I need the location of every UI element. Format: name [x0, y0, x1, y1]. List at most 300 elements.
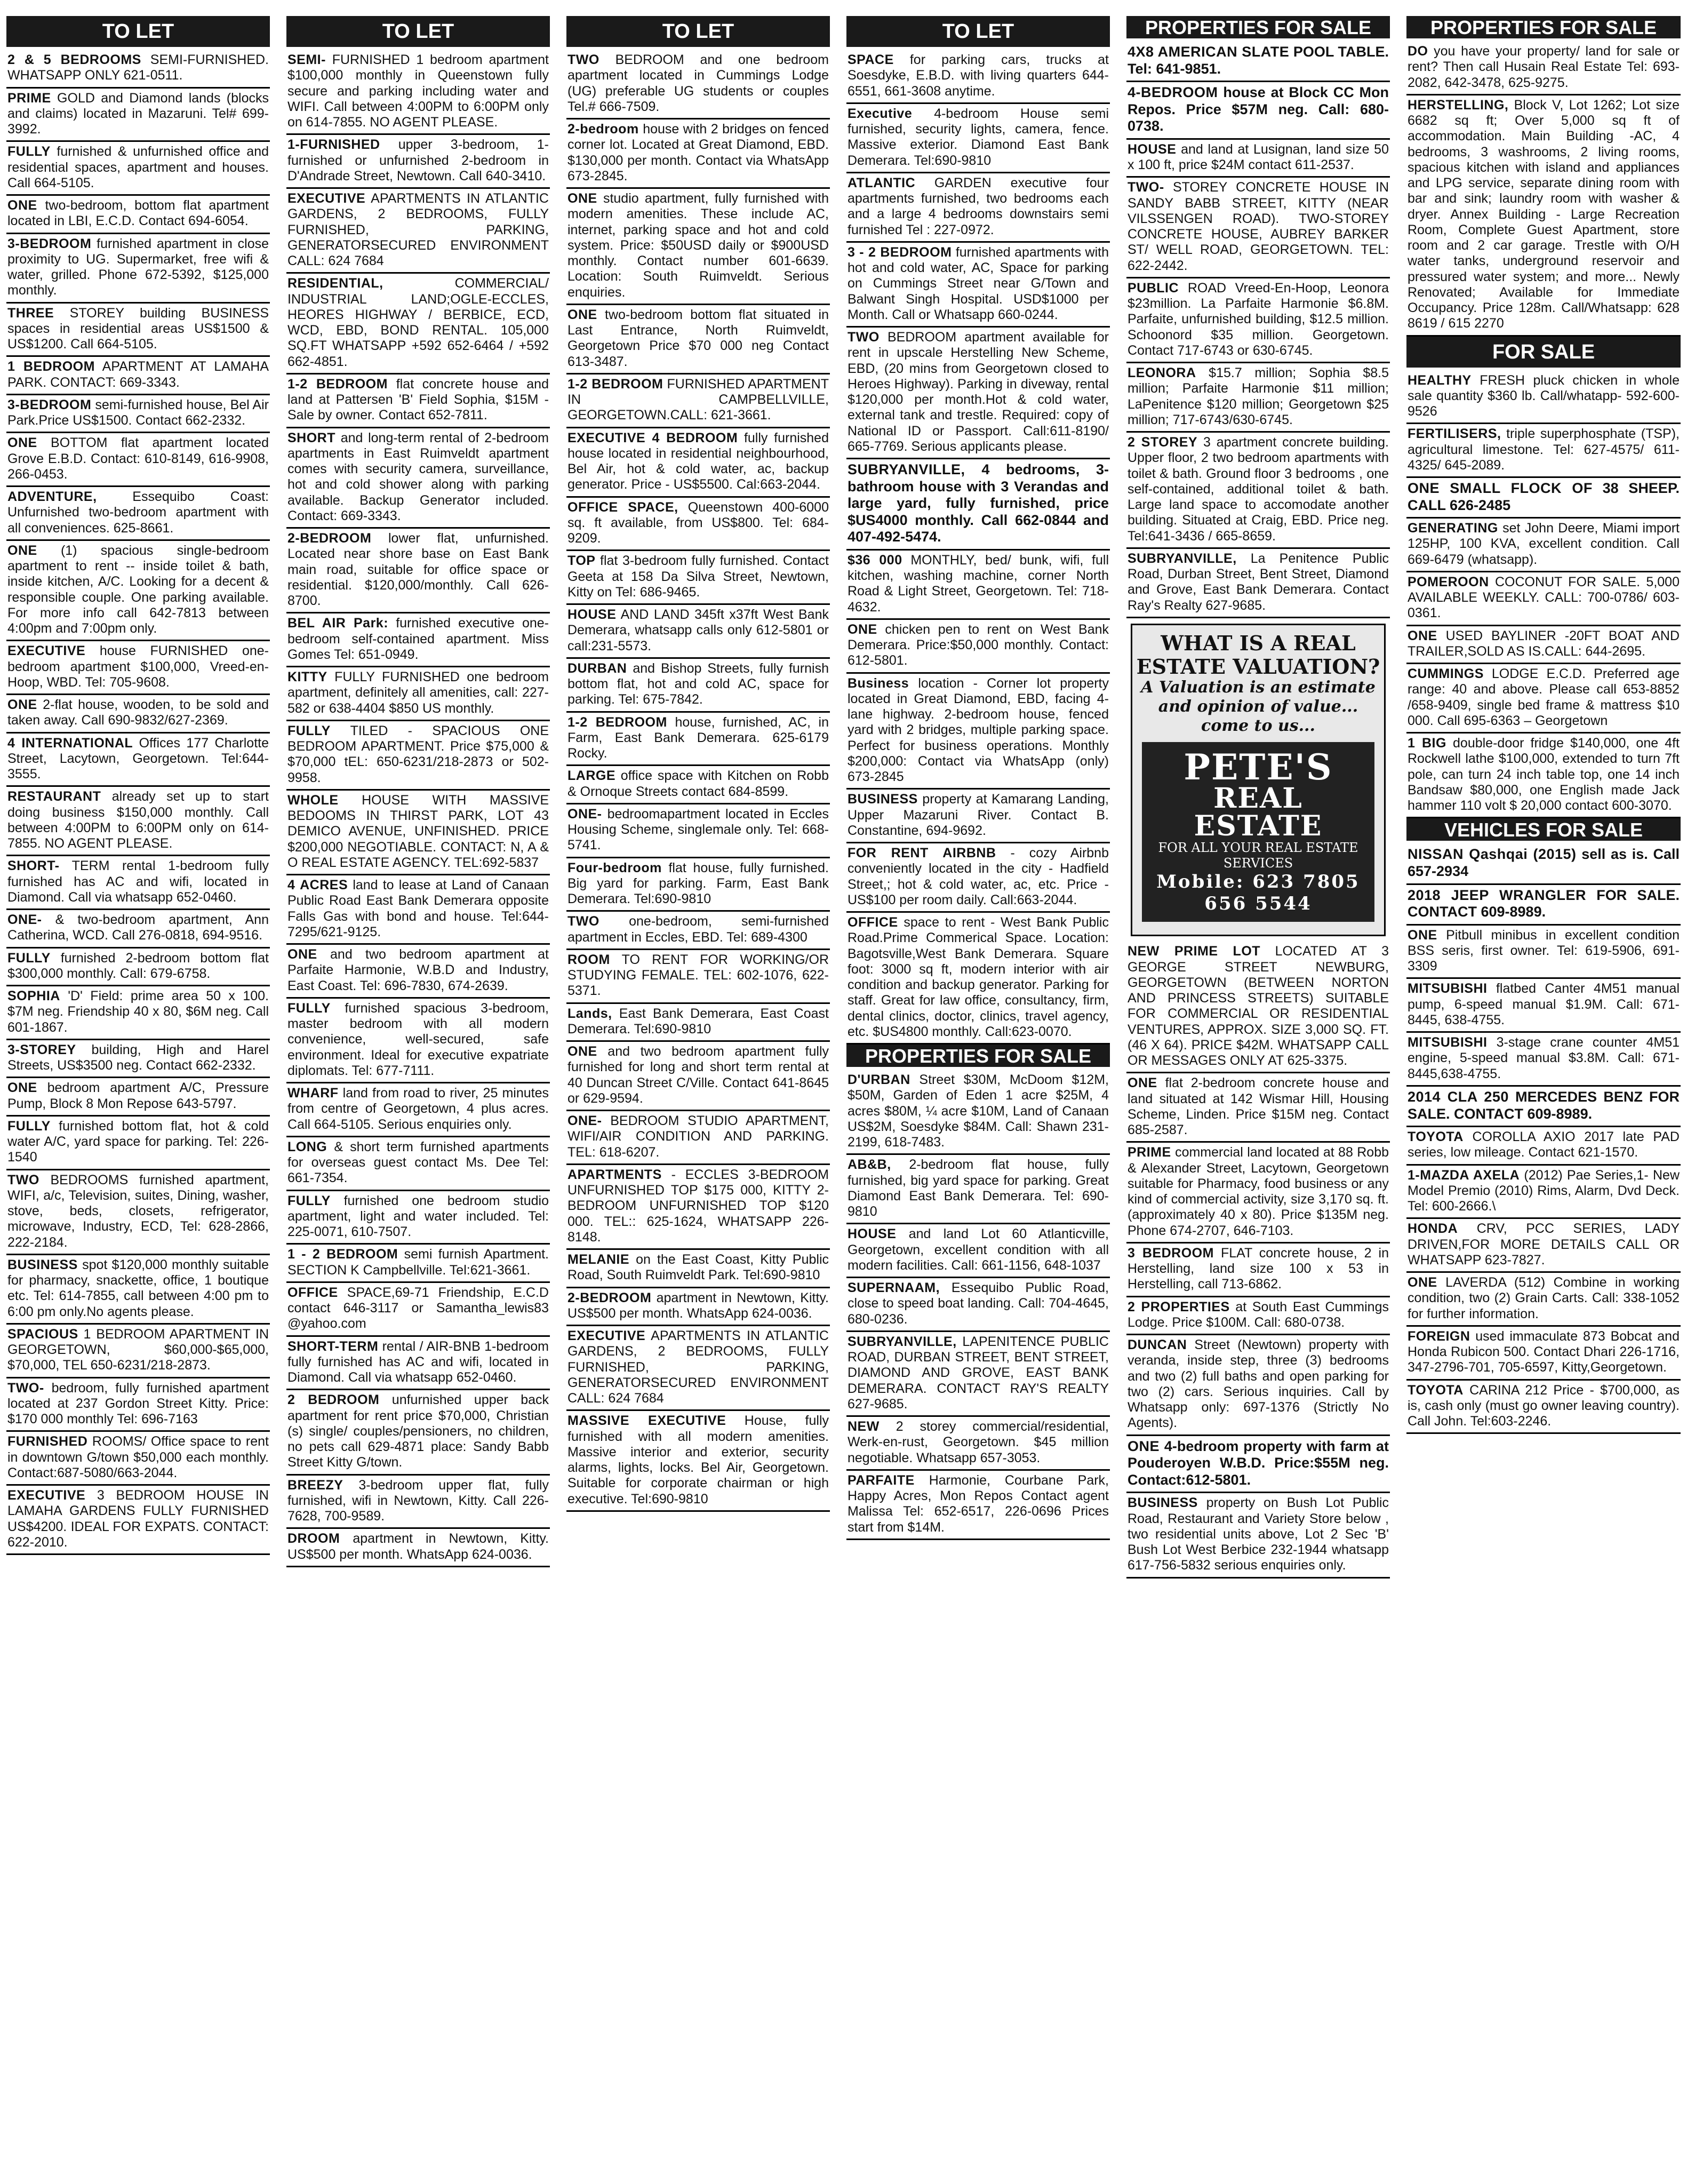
ad-text: HOUSE WITH MASSIVE BEDOOMS IN THIRST PARK, LOT 43 DEMICO AVENUE, UNFINISHED. PRICE $200,000 NEGOTIABLE. CONTACT: N, A & O REAL ESTATE AGENCY. TEL:692-5837 [287, 792, 549, 870]
ad-lead: ONE [287, 947, 317, 962]
classified-ad [566, 1042, 830, 1111]
ad-text: BEDROOM STUDIO APARTMENT, WIFI/AIR CONDITION AND PARKING. TEL: 618-6207. [567, 1113, 829, 1160]
ad-text: spot $120,000 monthly suitable for pharmacy, snackette, office, 1 boutique etc. Tel: 614-7855, call between 4:00 pm to 6:00 pm only.No agents please. [7, 1257, 269, 1319]
ad-lead: 1 BEDROOM [7, 359, 95, 374]
ad-lead: ONE- [567, 1113, 602, 1128]
classified-ad [846, 843, 1110, 913]
ad-text: CARINA 212 Price - $700,000, as is, cash only (must go owner leaving country). Call John. Tel:603-2246. [1408, 1382, 1680, 1429]
ad-text: BEDROOM apartment available for rent in upscale Herstelling New Scheme, EBD, (20 mins from Georgetown closed to Heroes Highway). Parking in diveway, rental $120,000 per month.Hot & cold water, external tank and trestle. Required: copy of National ID or Passport. Call:611-8190/ 665-7769. Serious applicants please. [848, 330, 1109, 454]
ad-text: LOCATED AT 3 GEORGE STREET NEWBURG, GEORGETOWN (BETWEEN NORTON AND PRINCESS STREETS) SUITABLE FOR COMMERCIAL OR RESIDENTIAL VENTURES, APPROX. SIZE 3,000 SQ. FT. (46 X 64). PRICE $42M. WHATSAPP CALL OR MESSAGES ONLY AT 625-3375. [1128, 944, 1389, 1069]
ad-lead: KITTY [287, 669, 327, 684]
ad-lead: SPACIOUS [7, 1326, 78, 1342]
ad-lead: POMEROON [1408, 574, 1489, 589]
ad-list [1126, 942, 1390, 1578]
ad-text: apartment in Newtown, Kitty. US$500 per month. WhatsApp 624-0036. [287, 1531, 549, 1562]
ad-text: upper 3-bedroom, 1-furnished or unfurnished 2-bedroom in D'Andrade Street, Newtown. Call 640-3410. [287, 137, 549, 184]
ad-text: COCONUT FOR SALE. 5,000 AVAILABLE WEEKLY. CALL: 700-0786/ 603-0361. [1408, 574, 1680, 621]
classified-ad [1126, 82, 1390, 140]
ad-lead: GENERATING [1408, 521, 1498, 536]
ad-lead: 2 STOREY [1128, 435, 1198, 450]
classified-ad [1126, 1335, 1390, 1436]
promo-question: WHAT IS A REAL ESTATE VALUATION? [1136, 631, 1380, 679]
petes-real-estate-logo [1142, 742, 1374, 922]
promo-subtext: A Valuation is an estimate and opinion of value... come to us... [1141, 678, 1376, 736]
ad-lead: DROOM [287, 1531, 340, 1547]
classified-ad [286, 1191, 550, 1245]
ad-lead: 2 & 5 BEDROOMS [7, 52, 141, 67]
section-header: TO LET [566, 16, 830, 47]
ad-text: POOL TABLE. Tel: 641-9851. [1128, 44, 1389, 77]
ad-text: STOREY CONCRETE HOUSE IN SANDY BABB STREET, KITTY (NEAR VILSSENGEN ROAD). TWO-STOREY CONCRETE HOUSE, AUBREY BARKER ST/ WELL ROAD, GEORGETOWN. TEL: 622-2442. [1128, 180, 1389, 273]
ad-text: APARTMENT AT LAMAHA PARK. CONTACT: 669-3343. [7, 359, 269, 390]
classified-ad [6, 986, 270, 1040]
ad-list [566, 50, 830, 1512]
ad-lead: SHORT-TERM [287, 1338, 379, 1354]
classified-ad [1406, 519, 1681, 572]
classified-ad [286, 1337, 550, 1391]
ad-text: (2012) Pae Series,1- New Model Premio (2010) Rims, Alarm, Dvd Deck. Tel: 600-2666.\ [1408, 1167, 1680, 1214]
classified-ad [6, 1117, 270, 1170]
ad-lead: NEW [848, 1419, 880, 1434]
ad-lead: ONE SMALL FLOCK OF [1408, 480, 1593, 496]
ad-text: 1 BEDROOM APARTMENT IN GEORGETOWN, $60,000-$65,000, $70,000, TEL 650-6231/218-2873. [7, 1326, 269, 1373]
classified-ad [846, 459, 1110, 551]
ad-text: furnished executive one-bedroom self-contained apartment. Miss Gomes Tel: 651-0949. [287, 616, 549, 662]
classified-ad [1406, 95, 1681, 337]
ad-text: furnished 2-bedroom bottom flat $300,000 monthly. Call: 679-6758. [7, 950, 269, 981]
ad-text: 3 BEDROOM HOUSE IN LAMAHA GARDENS FULLY FURNISHED US$4200. IDEAL FOR EXPATS. CONTACT: 622-2010. [7, 1488, 269, 1550]
classified-ad [1406, 1381, 1681, 1434]
ad-text: Block V, Lot 1262; Lot size 6682 sq ft; Over 5,000 sq ft of accommodation. Main Building -AC, 4 bedrooms, 3 washrooms, 2 living rooms, spacious kitchen with island and appliances and LPG service, separate dining room with bar and sink; laundry room with washer & dryer. Annex Building - Large Recreation Room, Complete Guest Apartment, store room and 2 car garage. Trestle with O/H water tanks, underground reservoir and pressured water system; and more... Newly Renovated; Available for Immediate Occupancy. Price 128m. Call/Whatsapp: 628 8619 / 615 2270 [1408, 97, 1680, 331]
classified-ad [566, 119, 830, 189]
ad-lead: HEALTHY [1408, 372, 1472, 388]
ad-text: TO RENT FOR WORKING/OR STUDYING FEMALE. TEL: 602-1076, 622-5371. [567, 952, 829, 999]
section-header-vehicles: VEHICLES FOR SALE [1406, 818, 1681, 841]
ad-list [1126, 42, 1390, 618]
classified-ad [566, 1111, 830, 1165]
classified-ad [286, 529, 550, 613]
classified-ad [1126, 363, 1390, 433]
ad-lead: AB&B, [848, 1157, 891, 1173]
ad-lead: 2 PROPERTIES [1128, 1299, 1230, 1314]
classified-ad [6, 234, 270, 304]
ad-lead: FULLY [287, 723, 331, 738]
ad-text: LODGE E.C.D. Preferred age range: 40 and above. Please call 653-8852 /658-9409, single bed frame & mattress $10 000. Call 695-6363 – Georgetown [1408, 666, 1680, 728]
ad-lead: DO [1408, 44, 1428, 59]
classified-ad [1406, 424, 1681, 478]
logo-tagline: FOR ALL YOUR REAL ESTATE SERVICES [1158, 840, 1358, 871]
ad-text: BEDROOM and one bedroom apartment located in Cummings Lodge (UG) preferable UG students or couples Tel.# 666-7509. [567, 52, 829, 114]
ad-text: MERCEDES BENZ FOR SALE. CONTACT 609-8989. [1408, 1088, 1680, 1122]
classified-ad [1406, 1273, 1681, 1327]
ad-text: Street (Newtown) property with veranda, inside step, three (3) bedrooms and two (2) full baths and open parking for two (2) cars. Serious inquiries. Call by Whatsapp only: 697-1376 (Strictly No Agents). [1128, 1337, 1389, 1431]
ad-lead: MASSIVE EXECUTIVE [567, 1413, 726, 1429]
classified-ad [846, 551, 1110, 620]
classified-ad [6, 142, 270, 196]
ad-text: flat house, fully furnished. Big yard for parking. Farm, East Bank Demerara. Tel:690-9810 [567, 860, 829, 906]
ad-text: Street $30M, McDoom $12M, $50M, Garden of Eden 1 acre $25M, 4 acres $80M, ¼ acre $10M, Land of Canaan US$2M, Soesdyke $84M. Call: Shawn 231-2199, 618-7483. [848, 1072, 1109, 1150]
ad-lead: OFFICE [287, 1285, 338, 1300]
ad-lead: SHORT [287, 430, 335, 445]
ad-text: semi furnish Apartment. SECTION K Campbellville. Tel:621-3661. [287, 1247, 549, 1278]
classified-ad [1406, 979, 1681, 1033]
classified-ad [1126, 549, 1390, 618]
ad-text: furnished apartment in close proximity to UG. Supermarket, free wifi & water, grilled. Phone 672-5392, $125,000 monthly. [7, 236, 269, 298]
classified-ad [566, 305, 830, 374]
classified-ad [6, 787, 270, 856]
classified-ad [286, 1529, 550, 1567]
ad-text: LAVERDA (512) Combine in working condition, two (2) Grain Carts. Call: 338-1052 for further information. [1408, 1275, 1680, 1321]
ad-lead: PRIME [7, 90, 51, 106]
ad-text: SEMI-FURNISHED. WHATSAPP ONLY 621-0511. [7, 52, 269, 83]
ad-lead: EXECUTIVE [567, 1328, 646, 1343]
ad-lead: 3 BEDROOM [1128, 1245, 1214, 1261]
classified-ad [286, 875, 550, 945]
ad-lead: D'URBAN [848, 1072, 910, 1088]
ad-text: COROLLA AXIO 2017 late PAD series, low mileage. Contact 621-1570. [1408, 1129, 1680, 1160]
ad-lead: FULLY [7, 144, 51, 160]
ad-text: location - Corner lot property located in Great Diamond, EBD, facing 4-lane highway. 2-bedroom house, fenced yard with 2 bridges, multiple parking space. Perfect for business operations. Monthly $200,000: Contact via WhatsApp (only) 673-2845 [848, 675, 1109, 785]
ad-text: 38 SHEEP. CALL 626-2485 [1408, 480, 1680, 513]
ad-lead: FOREIGN [1408, 1328, 1470, 1344]
ad-text: bedroom apartment A/C, Pressure Pump, Block 8 Mon Repose 643-5797. [7, 1080, 269, 1111]
classified-ad [1126, 1244, 1390, 1297]
ad-lead: NEW PRIME LOT [1128, 944, 1261, 959]
ad-lead: RESIDENTIAL, [287, 276, 383, 291]
classified-ad [6, 433, 270, 487]
ad-lead: MELANIE [567, 1252, 629, 1267]
classified-ad [566, 804, 830, 858]
ad-lead: ONE- [567, 806, 602, 822]
ad-text: ROOMS/ Office space to rent in downtown G/town $50,000 each monthly. Contact:687-5080/663-2044. [7, 1434, 269, 1480]
classified-ad [846, 1417, 1110, 1471]
logo-mobile: Mobile: 623 7805 [1156, 871, 1360, 892]
ad-lead: 1 BIG [1408, 736, 1446, 751]
classified-ad [6, 395, 270, 434]
classified-ad [846, 173, 1110, 243]
ad-list [1406, 844, 1681, 1434]
ad-text: Offices 177 Charlotte Street, Lacytown, Georgetown. Tel:644-3555. [7, 735, 269, 782]
classified-ad [1406, 1033, 1681, 1087]
classified-ad [286, 1083, 550, 1137]
section-header: TO LET [286, 16, 550, 47]
classified-ad [566, 428, 830, 498]
ad-lead: 4 ACRES [287, 878, 348, 892]
classified-ad [6, 641, 270, 695]
ad-lead: HOUSE [567, 607, 617, 622]
ad-lead: APARTMENTS [567, 1167, 662, 1182]
section-header: PROPERTIES FOR SALE [1406, 16, 1681, 38]
classified-ad [6, 357, 270, 395]
logo-mobile-2: 656 5544 [1204, 892, 1312, 914]
ad-text: flat 2-bedroom concrete house and land situated at 142 Wismar Hill, Housing Scheme, Linden. Price $15M neg. Contact 685-2587. [1128, 1075, 1389, 1138]
classified-ad [6, 948, 270, 987]
column-6 [1403, 16, 1684, 2171]
classified-ad [286, 428, 550, 529]
ad-text: 3-stage crane counter 4M51 engine, 5-speed manual $3.8M. Call: 671-8445,638-4755. [1408, 1035, 1680, 1081]
ad-list [846, 1070, 1110, 1540]
ad-lead: 2018 JEEP WRANGLER [1408, 887, 1587, 903]
classified-ad [1126, 1436, 1390, 1494]
ad-lead: HERSTELLING, [1408, 97, 1509, 113]
ad-lead: $36 000 [848, 552, 902, 568]
logo-brand-sub: REAL ESTATE [1194, 782, 1323, 843]
classified-ad [6, 910, 270, 948]
ad-text: GARDEN executive four apartments furnished, two bedrooms each and a large 4 bedrooms downstairs semi furnished Tel : 227-0972. [848, 175, 1109, 237]
logo-brand: PETE'S [1184, 746, 1333, 788]
ad-text: 3-bedroom upper flat, fully furnished, wifi in Newtown, Kitty. Call 226-7628, 700-9589. [287, 1477, 549, 1524]
ad-lead: 3-BEDROOM [7, 236, 92, 251]
ad-text: Essequibo Public Road, close to speed boat landing. Call: 704-4645, 680-0236. [848, 1280, 1109, 1327]
classified-ad [1406, 1219, 1681, 1273]
ad-text: FULLY FURNISHED one bedroom apartment, definitely all amenities, call: 227-582 or 638-4404 $850 US monthly. [287, 669, 549, 716]
ad-text: USED BAYLINER -20FT BOAT AND TRAILER,SOLD AS IS.CALL: 644-2695. [1408, 628, 1680, 659]
ad-text: flat concrete house and land at Pattersen 'B' Field Sophia, $15M - Sale by owner. Contact 652-7811. [287, 376, 549, 423]
ad-text: FURNISHED 1 bedroom apartment $100,000 monthly in Queenstown fully secure and parking including water and WIFI. Call between 4:00PM to 6:00PM only on 614-7855. NO AGENT PLEASE. [287, 52, 549, 130]
ad-text: rental / AIR-BNB 1-bedroom fully furnished has AC and wifi, located in Diamond. Call via whatsapp 652-0460. [287, 1338, 549, 1385]
ad-lead: 1-MAZDA AXELA [1408, 1167, 1520, 1183]
ad-lead: SUBRYANVILLE, [848, 1334, 957, 1349]
classified-ad [286, 613, 550, 667]
ad-lead: 4-BEDROOM [1128, 84, 1218, 101]
ad-lead: 2-BEDROOM [287, 531, 372, 546]
ad-lead: DURBAN [567, 660, 627, 676]
ad-lead: HOUSE [848, 1226, 897, 1242]
ad-text: studio apartment, fully furnished with modern amenities. These include AC, internet, parking space and hot and cold system. Price: $50USD daily or $900USD monthly. Contact number 601-6639. Location: South Ruimveldt. Serious enquiries. [567, 191, 829, 300]
classified-ad [6, 1432, 270, 1486]
ad-text: 2-bedroom flat house, fully furnished, big yard space for parking. Great Diamond East Bank Demerara. Tel: 690-9810 [848, 1157, 1109, 1219]
ad-lead: FULLY [7, 950, 51, 966]
ad-lead: BEL AIR Park: [287, 616, 389, 631]
ad-text: flat 3-bedroom fully furnished. Contact Geeta at 158 Da Silva Street, Newtown, Kitty on Tel: 686-9465. [567, 553, 829, 600]
ad-text: used immaculate 873 Bobcat and Honda Rubicon 500. Contact Dhari 226-1716, 347-2796-701, 705-6597, Kitty,Georgetown. [1408, 1328, 1680, 1375]
ad-lead: WHARF [287, 1086, 339, 1101]
ad-text: furnished & unfurnished office and residential spaces, apartment and houses. Call 664-5105. [7, 144, 269, 190]
ad-lead: WHOLE [287, 792, 339, 808]
ad-text: TILED - SPACIOUS ONE BEDROOM APARTMENT. Price $75,000 & $70,000 tEL: 650-6231/218-2873 or 502-9958. [287, 723, 549, 785]
ad-text: house, furnished, AC, in Farm, East Bank Demerara. 625-6179 Rocky. [567, 714, 829, 761]
ad-lead: 1 - 2 BEDROOM [287, 1247, 398, 1262]
classified-ad [846, 243, 1110, 328]
classified-ad [1126, 42, 1390, 82]
ad-text: TERM rental 1-bedroom fully furnished has AC and wifi, located in Diamond. Call via whatsapp 652-0460. [7, 858, 269, 905]
ad-lead: SOPHIA [7, 989, 60, 1003]
ad-lead: 1-2 BEDROOM [567, 376, 663, 392]
ad-lead: BUSINESS [848, 792, 918, 807]
ad-lead: ADVENTURE, [7, 489, 97, 504]
classified-ad [6, 856, 270, 910]
ad-lead: PARFAITE [848, 1472, 915, 1488]
ad-lead: 1-FURNISHED [287, 137, 380, 153]
ad-text: $15.7 million; Sophia $8.5 million; Parfaite Harmonie $11 million; LaPenitence $120 million; Georgetown $25 million; 717-6743/630-6745. [1128, 365, 1389, 427]
ad-lead: HONDA [1408, 1221, 1458, 1237]
ad-text: and long-term rental of 2-bedroom apartments in East Ruimveldt apartment comes with security camera, surveillance, hot and cold shower along with parking available. Backup Generator included. Contact: 669-3343. [287, 430, 549, 523]
classified-ad [1126, 178, 1390, 278]
ad-lead: TWO- [1128, 180, 1164, 195]
classified-ad [566, 1004, 830, 1042]
ad-lead: 4 INTERNATIONAL [7, 735, 133, 751]
ad-lead: ONE [567, 191, 597, 206]
section-header: TO LET [6, 16, 270, 47]
ad-text: House, fully furnished with all modern amenities. Massive interior and exterior, security alarms, lights, locks. Bel Air, Georgetown. Suitable for corporate chairman or high executive. Tel:690-9810 [567, 1413, 829, 1507]
ad-lead: OFFICE [848, 915, 898, 930]
ad-text: & short term furnished apartments for overseas guest contact Ms. Dee Tel: 661-7354. [287, 1139, 549, 1186]
ad-lead: 3-BEDROOM [7, 397, 92, 412]
classified-ad [566, 912, 830, 950]
ad-lead: ONE [848, 621, 877, 637]
ad-lead: SHORT- [7, 858, 60, 874]
ad-lead: TWO- [7, 1380, 44, 1396]
ad-lead: 3-STOREY [7, 1042, 76, 1057]
ad-text: Pitbull minibus in excellent condition BSS seris, first owner. Tel: 619-5906, 691-3309 [1408, 927, 1680, 974]
classified-ad [286, 1476, 550, 1529]
classified-ad [286, 274, 550, 374]
classified-ad [566, 189, 830, 305]
classified-ad [1406, 572, 1681, 626]
ad-lead: FULLY [7, 1118, 51, 1134]
classified-ad [1406, 1327, 1681, 1381]
classified-ad [1126, 1297, 1390, 1336]
ad-text: and land Lot 60 Atlanticville, Georgetown, excellent condition with all modern facilities. Call: 661-1156, 648-1037 [848, 1226, 1109, 1273]
classified-ad [566, 1250, 830, 1288]
valuation-promo [1131, 624, 1386, 937]
section-header-for-sale: FOR SALE [1406, 337, 1681, 368]
ad-lead: 4X8 AMERICAN SLATE [1128, 44, 1290, 60]
classified-ad [286, 189, 550, 274]
ad-lead: SUBRYANVILLE, [1128, 551, 1237, 566]
ad-text: triple superphosphate (TSP), agricultural limestone. Tel: 627-4575/ 611-4325/ 645-2089. [1408, 426, 1680, 473]
classified-ad [846, 328, 1110, 459]
classified-ad [566, 659, 830, 713]
ad-lead: FERTILISERS, [1408, 426, 1501, 442]
ad-lead: 1-2 BEDROOM [287, 376, 388, 392]
ad-text: already set up to start doing business $150,000 monthly. Call between 4:00PM to 6:00PM only on 614-7855. NO AGENT PLEASE. [7, 789, 269, 851]
ad-lead: 3 - 2 BEDROOM [848, 244, 952, 260]
ad-lead: LARGE [567, 768, 615, 784]
classified-ad [286, 1390, 550, 1475]
ad-text: FOR SALE. CONTACT 609-8989. [1408, 887, 1680, 920]
section-header-properties: PROPERTIES FOR SALE [846, 1045, 1110, 1067]
classified-ad [566, 950, 830, 1004]
ad-lead: CUMMINGS [1408, 666, 1484, 682]
ad-text: you have your property/ land for sale or rent? Then call Husain Real Estate Tel: 693-2082, 642-3478, 625-9275. [1408, 44, 1680, 90]
ad-text: apartment in Newtown, Kitty. US$500 per month. WhatsApp 624-0036. [567, 1290, 829, 1321]
classified-ad [566, 1288, 830, 1327]
classified-ad [286, 667, 550, 721]
classified-ad [1406, 1127, 1681, 1166]
ad-list [1406, 42, 1681, 337]
ad-text: for parking cars, trucks at Soesdyke, E.B.D. with living quarters 644-6551, 661-3608 anytime. [848, 52, 1109, 99]
ad-text: CRV, PCC SERIES, LADY DRIVEN,FOR MORE DETAILS CALL OR WHATSAPP 623-7827. [1408, 1221, 1680, 1268]
classified-ad [846, 1332, 1110, 1417]
classified-ad [6, 304, 270, 357]
ad-text: furnished apartments with hot and cold water, AC, Space for parking on Cummings Street near G/Town and Balwant Singh Hospital. USD$1000 per Month. Call or Whatsapp 660-0244. [848, 244, 1109, 322]
ad-text: & two-bedroom apartment, Ann Catherina, WCD. Call 276-0818, 694-9516. [7, 912, 269, 943]
ad-lead: EXECUTIVE [7, 643, 86, 659]
ad-text: set John Deere, Miami import 125HP, 100 KVA, excellent condition. Call 669-6479 (whatsapp). [1408, 521, 1680, 567]
ad-text: APARTMENTS IN ATLANTIC GARDENS, 2 BEDROOMS, FULLY FURNISHED, PARKING, GENERATORSECURED ENVIRONMENT CALL: 624 7684 [567, 1328, 829, 1406]
ad-lead: ROOM [567, 952, 610, 967]
classified-ad [846, 1155, 1110, 1224]
ad-lead: MITSUBISHI [1408, 981, 1488, 997]
ad-text: two-bedroom bottom flat situated in Last Entrance, North Ruimveldt, Georgetown Price $70 000 neg Contact 613-3487. [567, 307, 829, 369]
classified-ad [1126, 140, 1390, 178]
classified-ad [286, 945, 550, 999]
classified-ad [1126, 278, 1390, 363]
ad-lead: FOR RENT AIRBNB [848, 846, 996, 861]
classified-ad [6, 1486, 270, 1555]
classified-ad [6, 1325, 270, 1378]
ad-lead: LEONORA [1128, 365, 1196, 381]
classified-ad [566, 50, 830, 119]
ad-list [6, 50, 270, 1555]
ad-text: 4-bedroom House semi furnished, security lights, camera, fence. Massive exterior. Diamond East Bank Demerara. Tel:690-9810 [848, 106, 1109, 168]
column-3 [563, 16, 833, 2171]
ad-lead: THREE [7, 305, 54, 321]
ad-lead: HOUSE [1128, 141, 1177, 157]
ad-lead: BUSINESS [1128, 1495, 1198, 1511]
ad-lead: DUNCAN [1128, 1337, 1187, 1353]
classified-ad [6, 695, 270, 734]
classified-ad [6, 734, 270, 787]
classified-ad [566, 713, 830, 767]
ad-text: MONTHLY, bed/ bunk, wifi, full kitchen, washing machine, corner North Road & Light Street, Georgetown. Tel: 718-4632. [848, 552, 1109, 615]
classified-ad [566, 1411, 830, 1512]
classified-ad [1126, 433, 1390, 549]
classified-ad [846, 913, 1110, 1045]
ad-lead: 1-2 BEDROOM [567, 714, 667, 730]
ad-lead: ATLANTIC [848, 175, 916, 190]
ad-lead: ONE [567, 307, 597, 322]
ad-text: STOREY building BUSINESS spaces in residential areas US$1500 & US$1200. Call 664-5105. [7, 305, 269, 352]
ad-lead: FULLY [287, 1000, 331, 1016]
classified-ad [6, 196, 270, 234]
classified-ad [846, 1278, 1110, 1332]
ad-text: COMMERCIAL/ INDUSTRIAL LAND;OGLE-ECCLES, HEORES HIGHWAY / BERBICE, ECD, WCD, EBD, BOND RENTAL. 105,000 SQ.FT WHATSAPP +592 652-6464 / +592 662-4851. [287, 276, 549, 369]
classified-ad [1126, 1493, 1390, 1578]
ad-text: unfurnished upper back apartment for rent price $70,000, Christian (s) single/ couples/pensioners, no children, no pets call 629-4871 place: Sandy Babb Street Kitty G/town. [287, 1392, 549, 1470]
ad-text: land from road to river, 25 minutes from centre of Georgetown, 4 plus acres. Call 664-5105. Serious enquiries only. [287, 1086, 549, 1132]
ad-text: space to rent - West Bank Public Road.Prime Commerical Space. Location: Bagotsville,West Bank Demerara. Square foot: 3000 sq ft, modern interior with air condition and backup generator. Parking for staff. Great for law office, consultancy, firm, dental clinics, doctor, clinics, travel agency, etc. $US4800 monthly. Call:623-0070. [848, 915, 1109, 1039]
ad-list [286, 50, 550, 1567]
ad-lead: TOYOTA [1408, 1382, 1464, 1398]
ad-text: bedroom, fully furnished apartment located at 237 Gordon Street Kitty. Price: $170 000 monthly Tel: 696-7163 [7, 1380, 269, 1426]
ad-text: house at Block CC Mon Repos. Price $57M neg. Call: 680-0738. [1128, 84, 1389, 134]
ad-text: AND LAND 345ft x37ft West Bank Demerara, whatsapp calls only 612-5801 or call:231-5573. [567, 607, 829, 653]
ad-text: and land at Lusignan, land size 50 x 100 ft, price $24M contact 611-2537. [1128, 141, 1389, 173]
ad-text: APARTMENTS IN ATLANTIC GARDENS, 2 BEDROOMS, FULLY FURNISHED, PARKING, GENERATORSECURED ENVIRONMENT CALL: 624 7684 [287, 191, 549, 268]
classified-ad [1406, 844, 1681, 884]
classified-ad [286, 721, 550, 791]
classified-ad [1406, 664, 1681, 734]
classified-ad [846, 790, 1110, 843]
ad-lead: MITSUBISHI [1408, 1035, 1488, 1050]
ad-text: sell as is. Call 657-2934 [1408, 846, 1680, 879]
classified-ad [286, 999, 550, 1083]
ad-lead: ONE [7, 1080, 37, 1096]
ad-text: semi-furnished house, Bel Air Park.Price US$1500. Contact 662-2332. [7, 397, 269, 428]
ad-lead: ONE [7, 435, 37, 451]
classified-ad [286, 1283, 550, 1337]
ad-text: BOTTOM flat apartment located Grove E.B.D. Contact: 610-8149, 616-9908, 266-0453. [7, 435, 269, 482]
ad-text: office space with Kitchen on Robb & Ornoque Streets contact 684-8599. [567, 768, 829, 799]
classified-ad [566, 1326, 830, 1411]
ad-lead: ONE [567, 1044, 597, 1059]
ad-text: furnished one bedroom studio apartment, light and water included. Tel: 225-0071, 610-7507. [287, 1193, 549, 1239]
ad-lead: ONE [7, 697, 37, 712]
ad-text: lower flat, unfurnished. Located near shore base on East Bank main road, suitable for office space or residential. $120,000/monthly. Call 626-8700. [287, 531, 549, 608]
ad-text: Harmonie, Courbane Park, Happy Acres, Mon Repos Contact agent Malissa Tel: 652-6517, 226-0696 Prices start from $14M. [848, 1472, 1109, 1535]
